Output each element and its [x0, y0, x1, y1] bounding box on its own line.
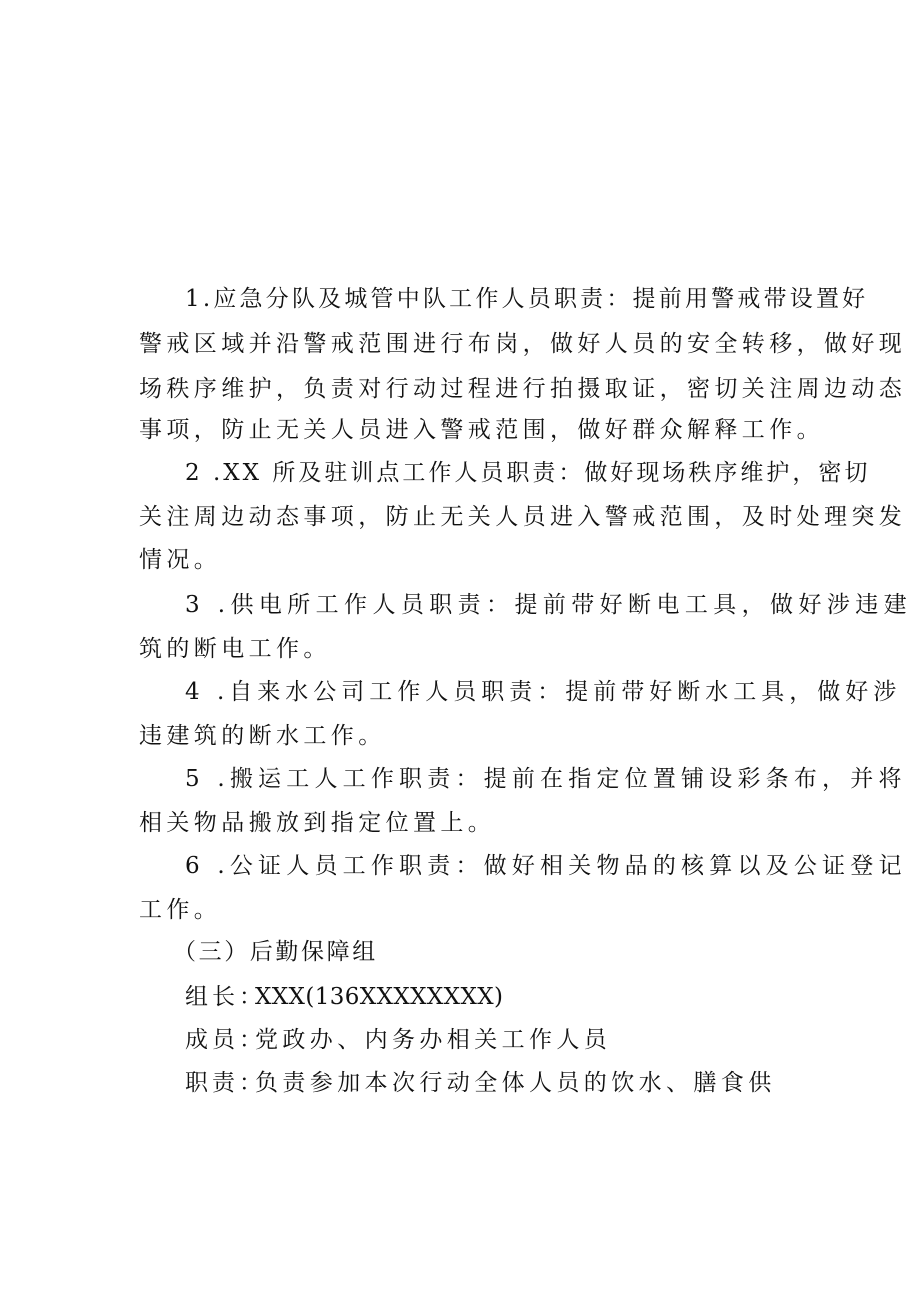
members-label: 成员： — [185, 1027, 266, 1053]
item-4-line-1 — [0, 670, 920, 714]
item-1-line-3-text: 场秩序维护，负责对行动过程进行拍摄取证，密切关注周边动态 — [139, 376, 907, 402]
item-5-line-2 — [0, 801, 920, 845]
item-1-line-4-text: 事项，防止无关人员进入警戒范围，做好群众解释工作。 — [139, 417, 824, 443]
item-1-line-4 — [0, 408, 920, 452]
item-3-line-2 — [0, 627, 920, 671]
item-2-line-2 — [0, 495, 920, 539]
duty-line — [0, 1061, 920, 1105]
item-1-line-1 — [0, 277, 920, 321]
item-5-line-2-text: 相关物品搬放到指定位置上。 — [139, 810, 496, 836]
leader-label: 组长： — [185, 984, 266, 1010]
item-3-line-2-text: 筑的断电工作。 — [139, 636, 331, 662]
item-1-line-1-text: 1.应急分队及城管中队工作人员职责：提前用警戒带设置好 — [185, 286, 869, 312]
item-4-line-1-text: 4 .自来水公司工作人员职责：提前带好断水工具，做好涉 — [185, 679, 902, 705]
item-2-line-1-text: 2 .XX 所及驻训点工作人员职责：做好现场秩序维护，密切 — [185, 460, 871, 486]
item-4-line-2-text: 违建筑的断水工作。 — [139, 723, 386, 749]
item-1-line-2-text: 警戒区域并沿警戒范围进行布岗，做好人员的安全转移，做好现 — [139, 331, 907, 357]
item-5-line-1 — [0, 757, 920, 801]
item-1-line-3 — [0, 367, 920, 411]
item-1-line-2 — [0, 322, 920, 366]
item-2-line-1 — [0, 451, 920, 495]
item-2-line-3-text: 情况。 — [139, 547, 222, 573]
item-6-line-2 — [0, 888, 920, 932]
leader-value: XXX(136XXXXXXXX) — [255, 984, 504, 1010]
item-3-line-1 — [0, 583, 920, 627]
leader-line — [0, 975, 920, 1019]
members-value: 党政办、内务办相关工作人员 — [255, 1027, 612, 1053]
item-6-line-1-text: 6 .公证人员工作职责：做好相关物品的核算以及公证登记 — [185, 853, 907, 879]
item-4-line-2 — [0, 714, 920, 758]
item-6-line-1 — [0, 844, 920, 888]
item-5-line-1-text: 5 .搬运工人工作职责：提前在指定位置铺设彩条布，并将 — [185, 766, 907, 792]
duty-label: 职责： — [185, 1070, 266, 1096]
item-3-line-1-text: 3 .供电所工作人员职责：提前带好断电工具，做好涉违建 — [185, 592, 913, 618]
members-line — [0, 1018, 920, 1062]
item-2-line-3 — [0, 538, 920, 582]
section-heading-line — [0, 930, 920, 974]
duty-value: 负责参加本次行动全体人员的饮水、膳食供 — [255, 1070, 776, 1096]
section-heading: （三）后勤保障组 — [173, 939, 378, 965]
item-6-line-2-text: 工作。 — [139, 897, 222, 923]
item-2-line-2-text: 关注周边动态事项，防止无关人员进入警戒范围，及时处理突发 — [139, 504, 907, 530]
